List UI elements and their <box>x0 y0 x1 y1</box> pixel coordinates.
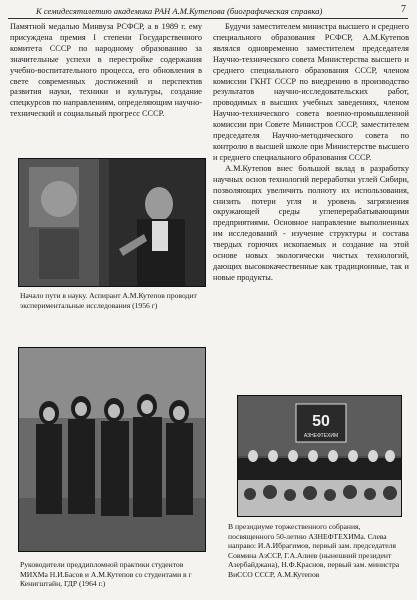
right-paragraph-2: А.М.Кутепов внес большой вклад в разработку научных основ технологий переработки углей Сибири, позволяющих увеличить полноту их использования, снизить потери угля и уровень загрязнения окружающей среды углеперерабатывающими предприятиями. Основное направление выполненных им исследований - изучение структуры и состава твердых горючих ископаемых и создание на этой основе новых экологически чистых технологий, дающих высококачественные как традиционные, так и новые продукты. <box>213 163 409 282</box>
photo-lab-experiment <box>18 158 206 287</box>
sign-word: АЗНЕФТЕХИМ <box>303 433 339 439</box>
photo-presidium-caption: В президиуме торжественного собрания, посвященного 50-летию АЗНЕФТЕХИМа. Слева направо: И.А.Ибрагимов, первый зам. председателя Совмина АзССР, Г.А.Алиев (нынешний президент Азербайджана), Н.Ф.Краснов, первый зам. министра ВиССО СССР, А.М.Кутепов <box>228 522 400 579</box>
photo-presidium-image <box>238 396 401 516</box>
sign-number: 50 <box>312 413 330 430</box>
page-number: 7 <box>401 4 406 15</box>
photo-lab-image <box>19 159 205 286</box>
photo-group-caption: Руководители преддипломной практики студентов МИХМа Н.И.Басов и А.М.Кутепов со студентами в г Кенигштайн, ГДР (1964 г.) <box>20 560 192 589</box>
right-paragraph-1: Будучи заместителем министра высшего и среднего специального образования РСФСР, А.М.Кутепов являлся одновременно заместителем председателя Научно-технического совета Министерства высшего и среднего специального образования СССР, членом комиссии ГКНТ СССР по внедрению в производство результатов научно-исследовательских работ, проводимых в высших учебных заведениях, членом Научно-технического совета военно-промышленной комиссии при Совете Министров СССР, заместителем председателя Научно-методического совета по контролю в высшей школе при Министерстве высшего и среднего специального образования СССР. <box>213 22 409 162</box>
left-top-text: Памятной медалью Минвуза РСФСР, а в 1989 г. ему присуждена премия I степени Государственного комитета СССР по народному образованию за значительные успехи в перестройке содержания учебно-воспитательного процесса, его обновления в свете современных достижений и перспектив развития науки, техники и культуры, создание спецкурсов по направлениям, определяющим научно-технический и социальный прогресс СССР. <box>10 22 202 119</box>
photo-group-image <box>19 348 205 551</box>
photo-lab-caption: Начало пути в науку. Аспирант А.М.Кутепов проводит экспериментальные исследования (1956 г) <box>20 291 197 310</box>
right-column-text <box>213 22 409 284</box>
running-title: К семидесятилетию академика РАН А.М.Кутепова (биографическая справка) <box>36 6 323 16</box>
photo-presidium <box>237 395 402 517</box>
page-header <box>8 4 408 19</box>
photo-practice-group <box>18 347 206 552</box>
